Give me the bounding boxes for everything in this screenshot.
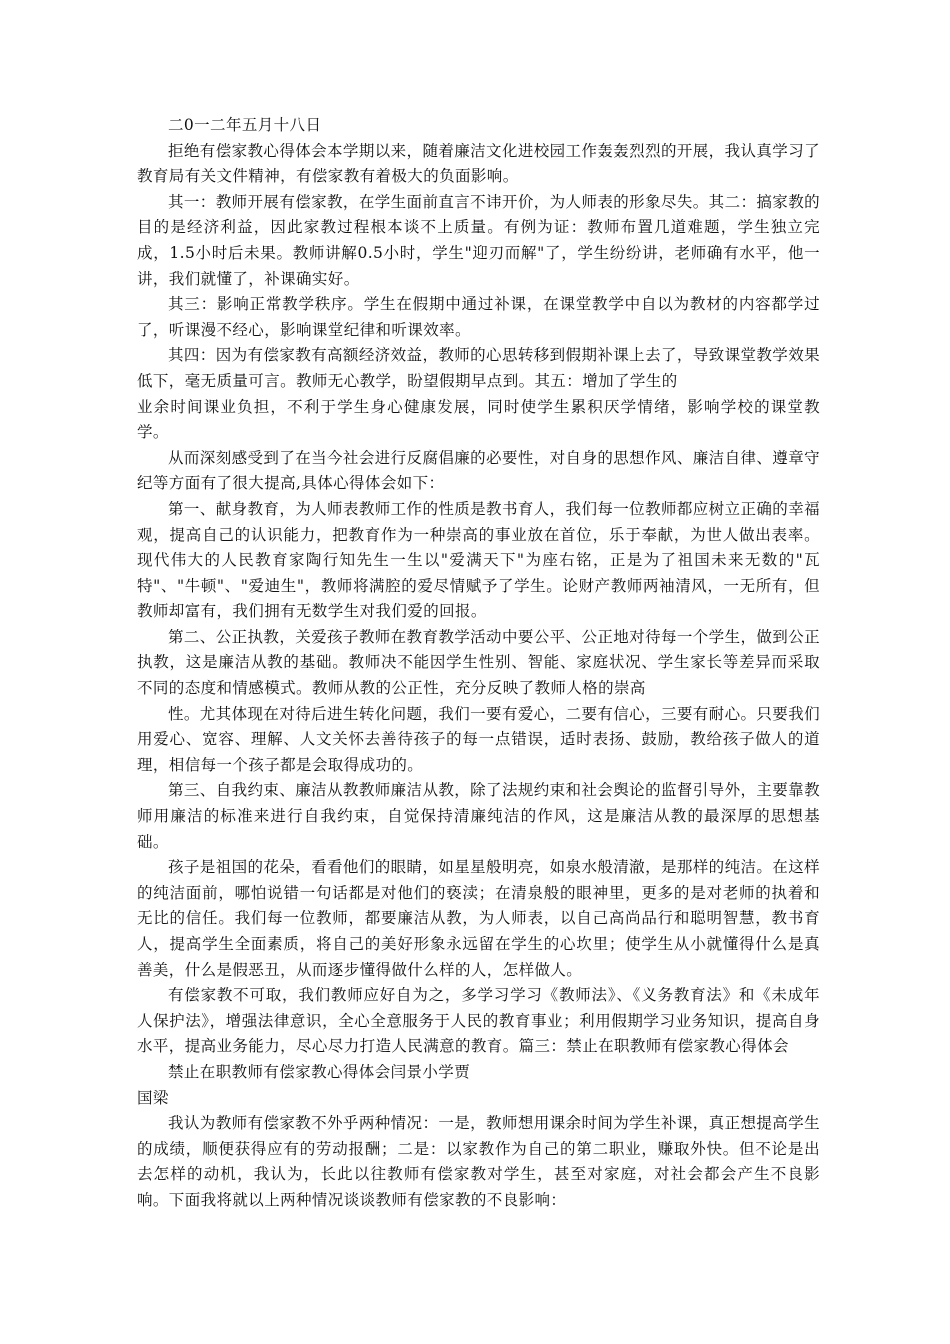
paragraph-reflection: 从而深刻感受到了在当今社会进行反腐倡廉的必要性，对自身的思想作风、廉洁自律、遵章守纪等方面有了很大提高,具体心得体会如下：: [137, 448, 820, 493]
paragraph-second-continued: 性。尤其体现在对待后进生转化问题，我们一要有爱心，二要有信心，三要有耐心。只要我们用爱心、宽容、理解、人文关怀去善待孩子的每一点错误，适时表扬、鼓励，教给孩子做人的道理，相信每一个孩子都是会取得成功的。: [137, 704, 820, 774]
paragraph-third-self-discipline: 第三、自我约束、廉洁从教教师廉洁从教，除了法规约束和社会舆论的监督引导外，主要靠教师用廉洁的标准来进行自我约束，自觉保持清廉纯洁的作风，这是廉洁从教的最深厚的思想基础。: [137, 781, 820, 851]
document-body: [137, 113, 820, 1214]
paragraph-first-dedication: 第一、献身教育，为人师表教师工作的性质是教书育人，我们每一位教师都应树立正确的幸福观，提高自己的认识能力，把教育作为一种崇高的事业放在首位，乐于奉献，为世人做出表率。现代伟大的人民教育家陶行知先生一生以"爱满天下"为座右铭，正是为了祖国未来无数的"瓦特"、"牛顿"、"爱迪生"，教师将满腔的爱尽情赋予了学生。论财产教师两袖清风，一无所有，但教师却富有，我们拥有无数学生对我们爱的回报。: [137, 499, 820, 621]
section-title: 禁止在职教师有偿家教心得体会闫景小学贾: [168, 1062, 471, 1081]
paragraph-point-3: 其三：影响正常教学秩序。学生在假期中通过补课，在课堂教学中自以为教材的内容都学过了，听课漫不经心，影响课堂纪律和听课效率。: [137, 295, 820, 339]
paragraph-conclusion: 有偿家教不可取，我们教师应好自为之，多学习学习《教师法》、《义务教育法》和《未成年人保护法》，增强法律意识，全心全意服务于人民的教育事业；利用假期学习业务知识，提高自身水平，提高业务能力，尽心尽力打造人民满意的教育。篇三：禁止在职教师有偿家教心得体会: [137, 986, 820, 1056]
paragraph-children: 孩子是祖国的花朵，看看他们的眼睛，如星星般明亮，如泉水般清澈，是那样的纯洁。在这样的纯洁面前，哪怕说错一句话都是对他们的亵渎；在清泉般的眼神里，更多的是对老师的执着和无比的信任。我们每一位教师，都要廉洁从教，为人师表，以自己高尚品行和聪明智慧，教书育人，提高学生全面素质，将自己的美好形象永远留在学生的心坎里；使学生从小就懂得什么是真善美，什么是假恶丑，从而逐步懂得做什么样的人，怎样做人。: [137, 858, 820, 979]
author-name: 国梁: [137, 1088, 169, 1107]
paragraph-point-4-5: 其四：因为有偿家教有高额经济效益，教师的心思转移到假期补课上去了，导致课堂教学效果低下，毫无质量可言。教师无心教学，盼望假期早点到。其五：增加了学生的: [137, 346, 820, 390]
paragraph-point-5-continued: 业余时间课业负担，不利于学生身心健康发展，同时使学生累积厌学情绪，影响学校的课堂教学。: [137, 397, 820, 442]
date-line: 二0一二年五月十八日: [168, 116, 322, 134]
paragraph-intro: 拒绝有偿家教心得体会本学期以来，随着廉洁文化进校园工作轰轰烈烈的开展，我认真学习了教育局有关文件精神，有偿家教有着极大的负面影响。: [137, 141, 820, 186]
paragraph-point-1-2: 其一：教师开展有偿家教，在学生面前直言不讳开价，为人师表的形象尽失。其二：搞家教的目的是经济利益，因此家教过程根本谈不上质量。有例为证：教师布置几道难题，学生独立完成，1.5小时后未果。教师讲解0.5小时，学生"迎刃而解"了，学生纷纷讲，老师确有水平，他一讲，我们就懂了，补课确实好。: [137, 192, 820, 288]
paragraph-second-fairness: 第二、公正执教，关爱孩子教师在教育教学活动中要公平、公正地对待每一个学生，做到公正执教，这是廉洁从教的基础。教师决不能因学生性别、智能、家庭状况、学生家长等差异而采取不同的态度和情感模式。教师从教的公正性，充分反映了教师人格的崇高: [137, 627, 820, 698]
paragraph-two-situations: 我认为教师有偿家教不外乎两种情况：一是，教师想用课余时间为学生补课，真正想提高学生的成绩，顺便获得应有的劳动报酬；二是：以家教作为自己的第二职业，赚取外快。但不论是出去怎样的动机，我认为，长此以往教师有偿家教对学生，甚至对家庭，对社会都会产生不良影响。下面我将就以上两种情况谈谈教师有偿家教的不良影响：: [137, 1114, 820, 1209]
